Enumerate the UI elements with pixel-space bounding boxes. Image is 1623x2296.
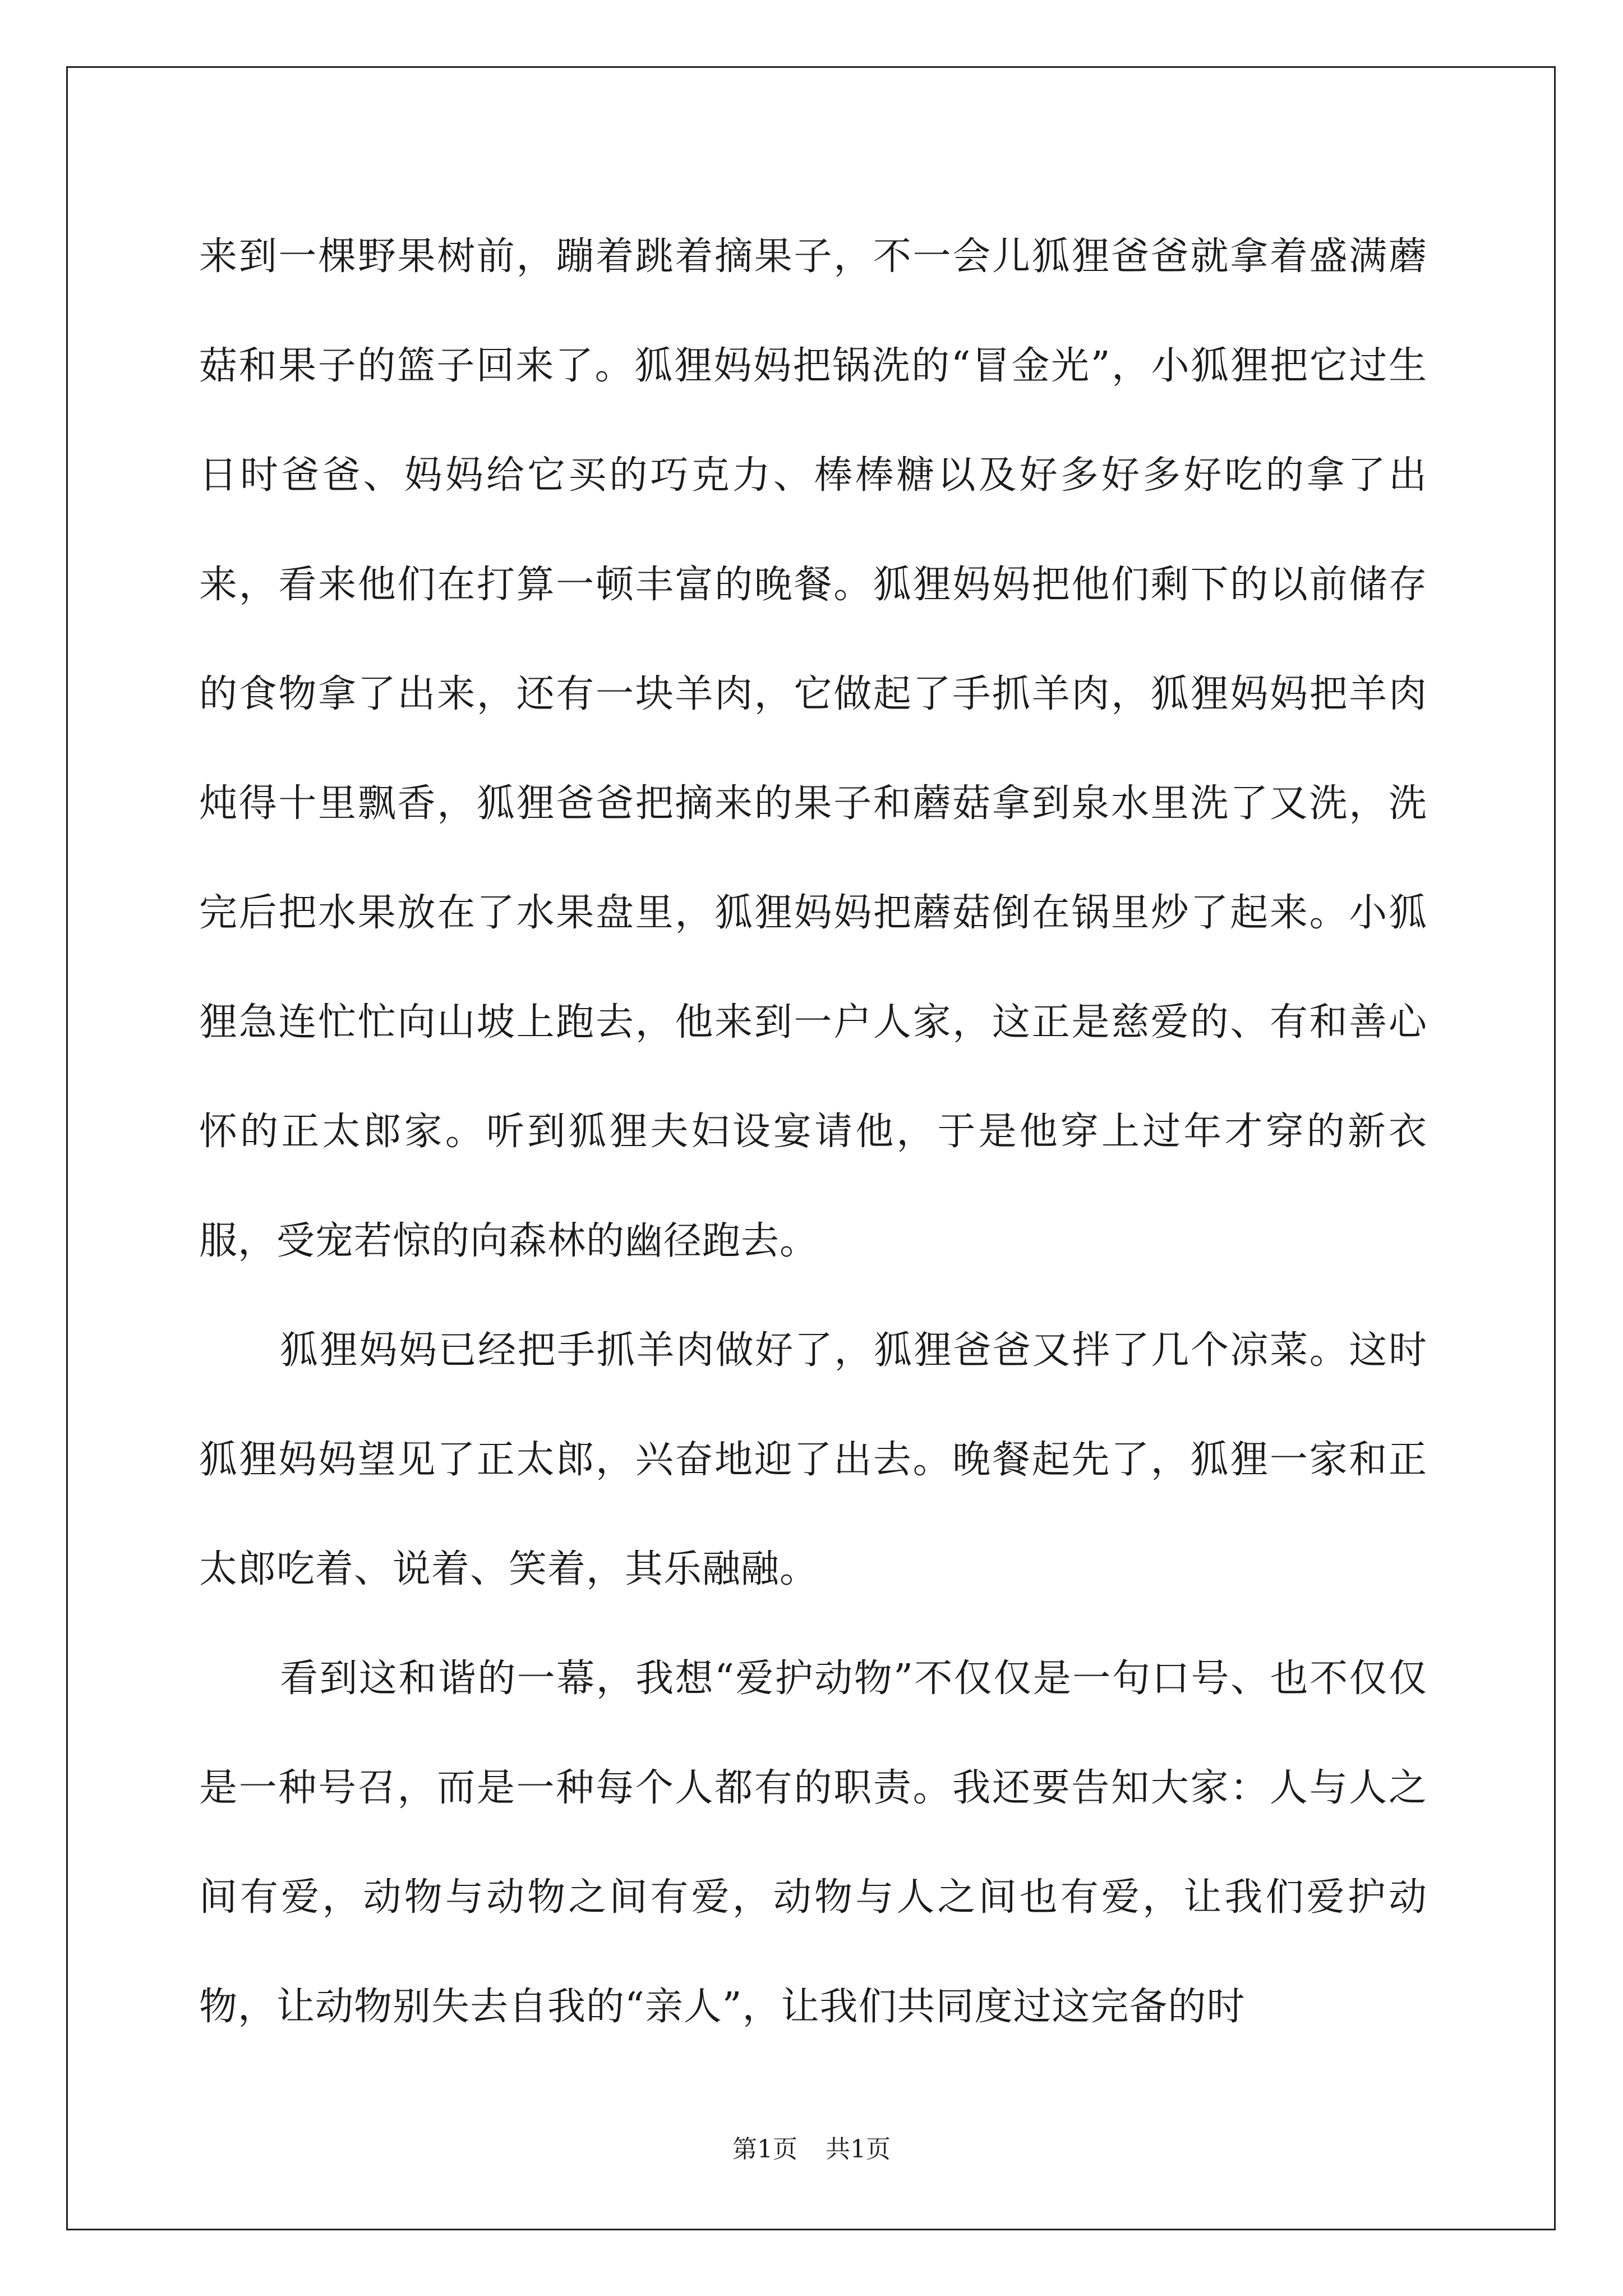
document-body [199, 202, 1427, 2062]
page-total: 共1页 [826, 2135, 891, 2164]
paragraph-1: 来到一棵野果树前，蹦着跳着摘果子，不一会儿狐狸爸爸就拿着盛满蘑菇和果子的篮子回来了。狐狸妈妈把锅洗的“冒金光”，小狐狸把它过生日时爸爸、妈妈给它买的巧克力、棒棒糖以及好多好多好吃的拿了出来，看来他们在打算一顿丰富的晚餐。狐狸妈妈把他们剩下的以前储存的食物拿了出来，还有一块羊肉，它做起了手抓羊肉，狐狸妈妈把羊肉炖得十里飘香，狐狸爸爸把摘来的果子和蘑菇拿到泉水里洗了又洗，洗完后把水果放在了水果盘里，狐狸妈妈把蘑菇倒在锅里炒了起来。小狐狸急连忙忙向山坡上跑去，他来到一户人家，这正是慈爱的、有和善心怀的正太郎家。听到狐狸夫妇设宴请他，于是他穿上过年才穿的新衣服，受宠若惊的向森林的幽径跑去。 [199, 234, 1427, 1263]
paragraph-3: 看到这和谐的一幕，我想“爱护动物”不仅仅是一句口号、也不仅仅是一种号召，而是一种每个人都有的职责。我还要告知大家：人与人之间有爱，动物与动物之间有爱，动物与人之间也有爱，让我们爱护动物，让动物别失去自我的“亲人”，让我们共同度过这完备的时 [199, 1657, 1427, 2029]
paragraph-2: 狐狸妈妈已经把手抓羊肉做好了，狐狸爸爸又拌了几个凉菜。这时狐狸妈妈望见了正太郎，兴奋地迎了出去。晚餐起先了，狐狸一家和正太郎吃着、说着、笑着，其乐融融。 [199, 1328, 1427, 1591]
page-footer [0, 2129, 1623, 2165]
page-number: 第1页 [732, 2135, 797, 2164]
